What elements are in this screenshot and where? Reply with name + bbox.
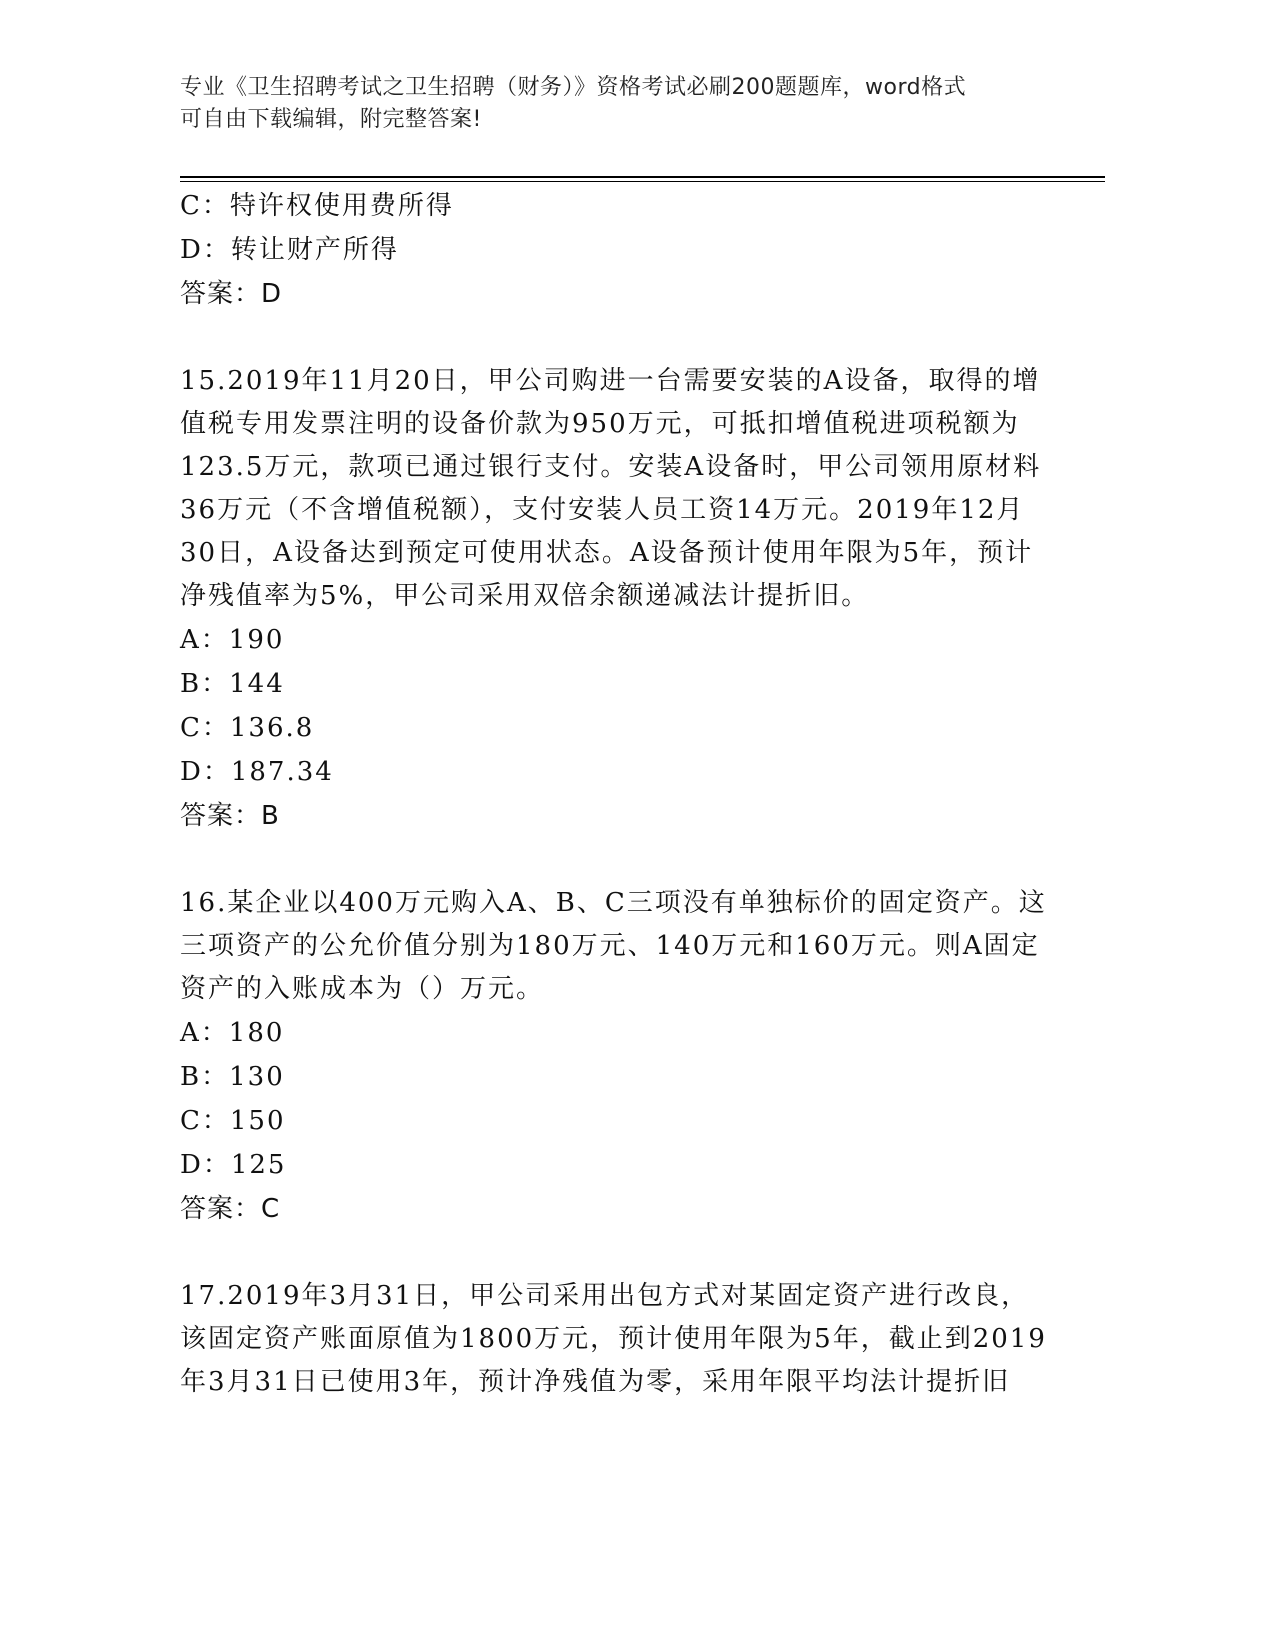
option-c: C：150 (180, 1106, 286, 1136)
question-16 (180, 882, 1060, 1231)
question-text-line: 三项资产的公允价值分别为180万元、140万元和160万元。则A固定 (180, 931, 1040, 961)
question-text-line: 值税专用发票注明的设备价款为950万元，可抵扣增值税进项税额为 (180, 409, 1020, 439)
question-text-line: 年3月31日已使用3年，预计净残值为零，采用年限平均法计提折旧 (180, 1367, 1011, 1397)
header-line-1: 专业《卫生招聘考试之卫生招聘（财务）》资格考试必刷200题题库，word格式 (180, 75, 967, 100)
question-text-line: 17.2019年3月31日，甲公司采用出包方式对某固定资产进行改良， (180, 1281, 1030, 1311)
answer-line: 答案：D (180, 279, 283, 309)
question-text-line: 净残值率为5%，甲公司采用双倍余额递减法计提折旧。 (180, 581, 870, 611)
header-rule-thin (180, 181, 1105, 182)
answer-line: 答案：C (180, 1194, 281, 1224)
question-17 (180, 1275, 1060, 1404)
header-line-2: 可自由下载编辑，附完整答案! (180, 107, 482, 132)
question-15 (180, 360, 1060, 838)
question-text-line: 36万元（不含增值税额），支付安装人员工资14万元。2019年12月 (180, 495, 1025, 525)
header-rule-thick (180, 176, 1105, 178)
prev-question (180, 184, 1060, 316)
page-header (180, 72, 1080, 136)
question-text-line: 15.2019年11月20日，甲公司购进一台需要安装的A设备，取得的增 (180, 366, 1041, 396)
option-c: C：136.8 (180, 713, 315, 743)
spacer (180, 1231, 1060, 1275)
spacer (180, 316, 1060, 360)
option-d: D：转让财产所得 (180, 235, 399, 265)
question-text-line: 16.某企业以400万元购入A、B、C三项没有单独标价的固定资产。这 (180, 888, 1047, 918)
option-a: A：190 (180, 625, 285, 655)
page-content (180, 184, 1060, 1404)
answer-line: 答案：B (180, 801, 280, 831)
option-b: B：144 (180, 669, 285, 699)
option-a: A：180 (180, 1018, 285, 1048)
question-text-line: 资产的入账成本为（）万元。 (180, 974, 545, 1004)
option-d: D：125 (180, 1150, 287, 1180)
option-c: C：特许权使用费所得 (180, 191, 454, 221)
question-text-line: 123.5万元，款项已通过银行支付。安装A设备时，甲公司领用原材料 (180, 452, 1042, 482)
question-text-line: 30日，A设备达到预定可使用状态。A设备预计使用年限为5年，预计 (180, 538, 1034, 568)
option-b: B：130 (180, 1062, 285, 1092)
spacer (180, 838, 1060, 882)
option-d: D：187.34 (180, 757, 334, 787)
question-text-line: 该固定资产账面原值为1800万元，预计使用年限为5年，截止到2019 (180, 1324, 1047, 1354)
